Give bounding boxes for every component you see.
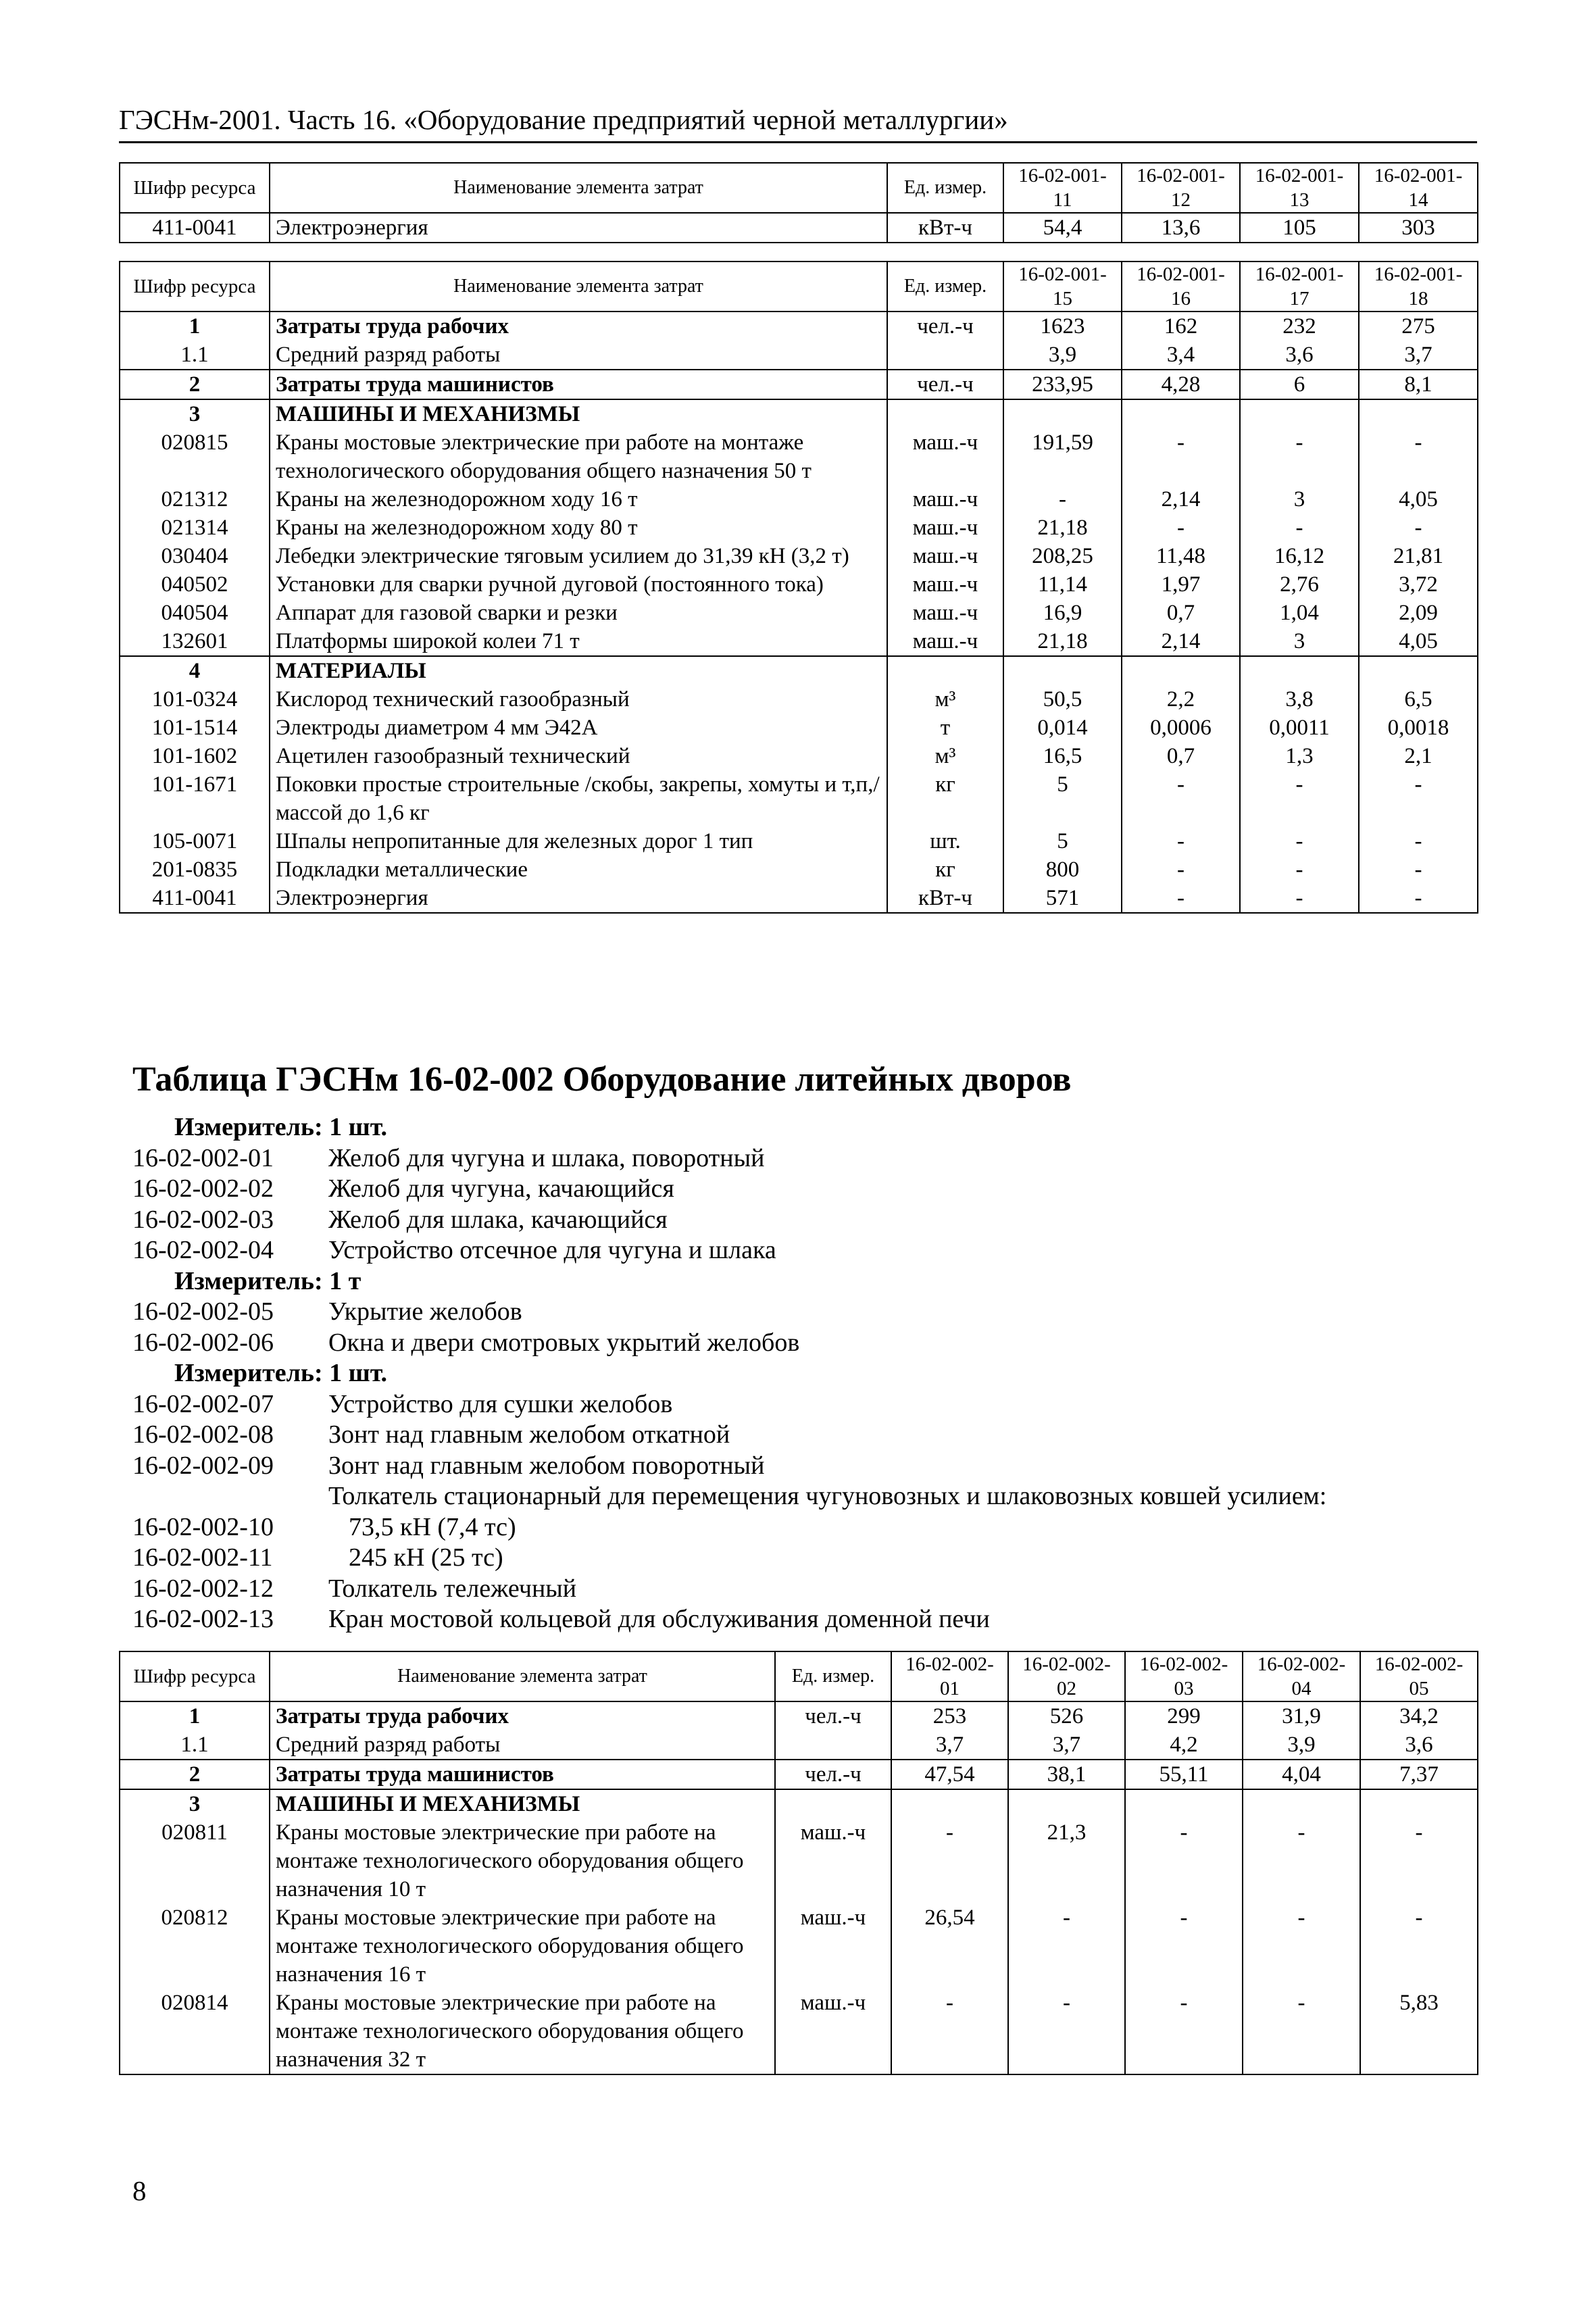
cell-value — [1359, 656, 1478, 685]
cell-value: - — [1240, 827, 1359, 855]
cell-value: 208,25 — [1003, 542, 1122, 570]
cell-value: 21,18 — [1003, 514, 1122, 542]
cell-value: 162 — [1122, 312, 1240, 341]
table-row — [120, 827, 1478, 855]
col-header: 16-02-001-18 — [1359, 262, 1478, 312]
col-header: 16-02-002-05 — [1360, 1651, 1478, 1701]
cell-value: 3,9 — [1243, 1731, 1360, 1760]
section-title: Таблица ГЭСНм 16-02-002 Оборудование литейных дворов — [132, 1060, 1072, 1099]
cell-value — [1240, 399, 1359, 428]
table-row — [120, 884, 1478, 913]
table-row — [120, 213, 1478, 243]
pusher-note: Толкатель стационарный для перемещения чугуновозных и шлаковозных ковшей усилием: — [328, 1482, 1327, 1510]
cell-code: 3 — [120, 1789, 270, 1818]
cell-unit — [887, 341, 1003, 370]
cell-name: Краны мостовые электрические при работе на монтаже технологического оборудования общего назначения 16 т — [270, 1903, 775, 1989]
cell-value: 2,2 — [1122, 685, 1240, 714]
cell-value: 0,0006 — [1122, 714, 1240, 742]
cell-value: 0,0018 — [1359, 714, 1478, 742]
cell-unit: маш.-ч — [887, 485, 1003, 514]
table-row — [120, 341, 1478, 370]
cell-value: - — [1240, 855, 1359, 884]
cell-value: 0,0011 — [1240, 714, 1359, 742]
measure-label: Измеритель: 1 т — [174, 1266, 361, 1295]
cell-value: 26,54 — [891, 1903, 1008, 1989]
cell-value: 7,37 — [1360, 1760, 1478, 1789]
cell-code: 030404 — [120, 542, 270, 570]
cell-value: 191,59 — [1003, 428, 1122, 485]
cell-unit: кВт-ч — [887, 213, 1003, 243]
cell-value: 5 — [1003, 827, 1122, 855]
cell-name: Краны на железнодорожном ходу 16 т — [270, 485, 887, 514]
col-header: 16-02-002-02 — [1008, 1651, 1125, 1701]
cell-unit: маш.-ч — [887, 627, 1003, 656]
table-row — [120, 1818, 1478, 1903]
cell-value: - — [1122, 770, 1240, 827]
table-resources-002 — [119, 1651, 1478, 2075]
cell-unit: чел.-ч — [775, 1760, 891, 1789]
cell-code: 021312 — [120, 485, 270, 514]
col-header: 16-02-002-03 — [1125, 1651, 1243, 1701]
cell-name: Краны мостовые электрические при работе на монтаже технологического оборудования общего назначения 32 т — [270, 1989, 775, 2074]
cell-value: 2,09 — [1359, 599, 1478, 627]
cell-value: 16,9 — [1003, 599, 1122, 627]
cell-value: 11,48 — [1122, 542, 1240, 570]
cell-value: 105 — [1240, 213, 1359, 243]
cell-value: 1,04 — [1240, 599, 1359, 627]
cell-unit: маш.-ч — [775, 1903, 891, 1989]
table-row — [120, 742, 1478, 770]
cell-name: Электроды диаметром 4 мм Э42А — [270, 714, 887, 742]
cell-value: 2,14 — [1122, 627, 1240, 656]
cell-code: 4 — [120, 656, 270, 685]
cell-value: - — [1122, 827, 1240, 855]
cell-value: - — [1240, 428, 1359, 485]
cell-value — [1240, 656, 1359, 685]
cell-value — [891, 1789, 1008, 1818]
cell-value: 5,83 — [1360, 1989, 1478, 2074]
cell-value: 299 — [1125, 1701, 1243, 1731]
page-number: 8 — [132, 2175, 147, 2206]
cell-name: Краны на железнодорожном ходу 80 т — [270, 514, 887, 542]
table-row — [120, 1731, 1478, 1760]
cell-value: - — [1122, 428, 1240, 485]
cell-value: 11,14 — [1003, 570, 1122, 599]
cell-name: Затраты труда рабочих — [270, 312, 887, 341]
cell-code: 411-0041 — [120, 213, 270, 243]
cell-value — [1003, 656, 1122, 685]
cell-name: Затраты труда машинистов — [270, 370, 887, 399]
cell-code: 020814 — [120, 1989, 270, 2074]
cell-value: - — [1122, 514, 1240, 542]
cell-value: 0,014 — [1003, 714, 1122, 742]
cell-name: Кислород технический газообразный — [270, 685, 887, 714]
table-row — [120, 599, 1478, 627]
cell-value: 16,12 — [1240, 542, 1359, 570]
cell-value: 34,2 — [1360, 1701, 1478, 1731]
cell-code: 101-1671 — [120, 770, 270, 827]
cell-value: 303 — [1359, 213, 1478, 243]
cell-unit: кг — [887, 855, 1003, 884]
measure-label: Измеритель: 1 шт. — [174, 1113, 388, 1141]
cell-unit — [887, 399, 1003, 428]
cell-code: 411-0041 — [120, 884, 270, 913]
col-name-header: Наименование элемента затрат — [270, 163, 887, 213]
cell-value: - — [891, 1989, 1008, 2074]
cell-value: 2,1 — [1359, 742, 1478, 770]
cell-code: 040502 — [120, 570, 270, 599]
cell-code: 101-1602 — [120, 742, 270, 770]
cell-value: 54,4 — [1003, 213, 1122, 243]
cell-value: 6,5 — [1359, 685, 1478, 714]
cell-value: - — [1008, 1903, 1125, 1989]
cell-value — [1359, 399, 1478, 428]
cell-unit: маш.-ч — [887, 599, 1003, 627]
table-row — [120, 570, 1478, 599]
cell-value — [1122, 656, 1240, 685]
cell-name: Лебедки электрические тяговым усилием до 31,39 кН (3,2 т) — [270, 542, 887, 570]
cell-name: Электроэнергия — [270, 884, 887, 913]
cell-name: Установки для сварки ручной дуговой (постоянного тока) — [270, 570, 887, 599]
col-name-header: Наименование элемента затрат — [270, 1651, 775, 1701]
cell-name: Средний разряд работы — [270, 1731, 775, 1760]
col-header: 16-02-001-16 — [1122, 262, 1240, 312]
cell-value: 1,97 — [1122, 570, 1240, 599]
cell-code: 132601 — [120, 627, 270, 656]
cell-value: - — [1240, 770, 1359, 827]
cell-value: - — [1359, 428, 1478, 485]
cell-unit — [887, 656, 1003, 685]
cell-value: 800 — [1003, 855, 1122, 884]
cell-name: МАТЕРИАЛЫ — [270, 656, 887, 685]
cell-value: 1,3 — [1240, 742, 1359, 770]
cell-name: МАШИНЫ И МЕХАНИЗМЫ — [270, 399, 887, 428]
cell-value: 253 — [891, 1701, 1008, 1731]
cell-value: - — [1243, 1989, 1360, 2074]
table-row — [120, 1760, 1478, 1789]
col-unit-header: Ед. измер. — [775, 1651, 891, 1701]
cell-value: 3,72 — [1359, 570, 1478, 599]
cell-code: 201-0835 — [120, 855, 270, 884]
col-header: 16-02-002-04 — [1243, 1651, 1360, 1701]
cell-value: 3,8 — [1240, 685, 1359, 714]
cell-unit: маш.-ч — [887, 514, 1003, 542]
table-row — [120, 514, 1478, 542]
cell-name: Краны мостовые электрические при работе на монтаже технологического оборудования общего назначения 50 т — [270, 428, 887, 485]
table-row — [120, 1989, 1478, 2074]
cell-name: Затраты труда рабочих — [270, 1701, 775, 1731]
cell-value: 38,1 — [1008, 1760, 1125, 1789]
cell-unit: шт. — [887, 827, 1003, 855]
cell-code: 2 — [120, 1760, 270, 1789]
cell-unit: м³ — [887, 685, 1003, 714]
cell-value — [1360, 1789, 1478, 1818]
cell-unit: чел.-ч — [887, 370, 1003, 399]
cell-value: 3,6 — [1360, 1731, 1478, 1760]
col-header: 16-02-001-11 — [1003, 163, 1122, 213]
cell-value: 2,76 — [1240, 570, 1359, 599]
cell-code: 020811 — [120, 1818, 270, 1903]
cell-value: 3,6 — [1240, 341, 1359, 370]
cell-value — [1125, 1789, 1243, 1818]
cell-value: - — [1359, 855, 1478, 884]
cell-name: Шпалы непропитанные для железных дорог 1 тип — [270, 827, 887, 855]
cell-value: - — [1359, 514, 1478, 542]
cell-code: 021314 — [120, 514, 270, 542]
col-code-header: Шифр ресурса — [120, 163, 270, 213]
cell-value: 21,3 — [1008, 1818, 1125, 1903]
cell-value: - — [1008, 1989, 1125, 2074]
cell-unit: маш.-ч — [887, 570, 1003, 599]
cell-value: - — [1360, 1903, 1478, 1989]
cell-value: 13,6 — [1122, 213, 1240, 243]
cell-unit — [775, 1731, 891, 1760]
cell-name: Средний разряд работы — [270, 341, 887, 370]
cell-name: Электроэнергия — [270, 213, 887, 243]
cell-value: 0,7 — [1122, 742, 1240, 770]
table-row — [120, 656, 1478, 685]
table-row — [120, 855, 1478, 884]
header-rule — [119, 141, 1477, 143]
cell-value: 275 — [1359, 312, 1478, 341]
cell-value: 232 — [1240, 312, 1359, 341]
table-row — [120, 312, 1478, 341]
col-name-header: Наименование элемента затрат — [270, 262, 887, 312]
cell-value: 3,7 — [891, 1731, 1008, 1760]
cell-unit: маш.-ч — [887, 542, 1003, 570]
cell-code: 105-0071 — [120, 827, 270, 855]
cell-unit: кВт-ч — [887, 884, 1003, 913]
col-unit-header: Ед. измер. — [887, 163, 1003, 213]
cell-value: 233,95 — [1003, 370, 1122, 399]
table-row — [120, 1903, 1478, 1989]
table-header-row — [120, 262, 1478, 312]
cell-value: 21,18 — [1003, 627, 1122, 656]
cell-code: 101-1514 — [120, 714, 270, 742]
cell-value: 47,54 — [891, 1760, 1008, 1789]
cell-value: - — [1240, 884, 1359, 913]
col-code-header: Шифр ресурса — [120, 1651, 270, 1701]
cell-value: - — [1243, 1818, 1360, 1903]
cell-code: 020812 — [120, 1903, 270, 1989]
cell-unit: кг — [887, 770, 1003, 827]
cell-value: - — [1125, 1989, 1243, 2074]
cell-code: 101-0324 — [120, 685, 270, 714]
cell-value — [1243, 1789, 1360, 1818]
col-header: 16-02-001-12 — [1122, 163, 1240, 213]
cell-value: 31,9 — [1243, 1701, 1360, 1731]
cell-value: 8,1 — [1359, 370, 1478, 399]
cell-value: 5 — [1003, 770, 1122, 827]
table-row — [120, 428, 1478, 485]
cell-value: 3 — [1240, 627, 1359, 656]
cell-value: - — [1125, 1818, 1243, 1903]
table-row — [120, 485, 1478, 514]
cell-code: 1 — [120, 312, 270, 341]
cell-value: 3 — [1240, 485, 1359, 514]
cell-value: 6 — [1240, 370, 1359, 399]
cell-value: - — [1003, 485, 1122, 514]
cell-name: Краны мостовые электрические при работе на монтаже технологического оборудования общего назначения 10 т — [270, 1818, 775, 1903]
col-header: 16-02-001-13 — [1240, 163, 1359, 213]
cell-name: Аппарат для газовой сварки и резки — [270, 599, 887, 627]
cell-value: 4,05 — [1359, 627, 1478, 656]
table-electricity — [119, 162, 1478, 243]
table-resources-001 — [119, 261, 1478, 914]
cell-value — [1008, 1789, 1125, 1818]
col-unit-header: Ед. измер. — [887, 262, 1003, 312]
table-row — [120, 1701, 1478, 1731]
cell-value: - — [1240, 514, 1359, 542]
cell-name: Поковки простые строительные /скобы, закрепы, хомуты и т,п,/ массой до 1,6 кг — [270, 770, 887, 827]
cell-value: 4,04 — [1243, 1760, 1360, 1789]
cell-value: 4,28 — [1122, 370, 1240, 399]
col-header: 16-02-001-14 — [1359, 163, 1478, 213]
measure-label: Измеритель: 1 шт. — [174, 1359, 388, 1387]
cell-code: 3 — [120, 399, 270, 428]
cell-name: Ацетилен газообразный технический — [270, 742, 887, 770]
col-header: 16-02-002-01 — [891, 1651, 1008, 1701]
page-header: ГЭСНм-2001. Часть 16. «Оборудование предприятий черной металлургии» — [119, 104, 1008, 135]
col-header: 16-02-001-17 — [1240, 262, 1359, 312]
cell-value: - — [891, 1818, 1008, 1903]
cell-value: 50,5 — [1003, 685, 1122, 714]
cell-code: 1 — [120, 1701, 270, 1731]
cell-value — [1122, 399, 1240, 428]
cell-code: 020815 — [120, 428, 270, 485]
cell-unit: маш.-ч — [775, 1818, 891, 1903]
cell-code: 1.1 — [120, 1731, 270, 1760]
table-row — [120, 685, 1478, 714]
cell-value: - — [1122, 855, 1240, 884]
cell-value: 16,5 — [1003, 742, 1122, 770]
col-header: 16-02-001-15 — [1003, 262, 1122, 312]
cell-name: Платформы широкой колеи 71 т — [270, 627, 887, 656]
cell-value: - — [1243, 1903, 1360, 1989]
cell-value: 4,05 — [1359, 485, 1478, 514]
cell-value: 0,7 — [1122, 599, 1240, 627]
cell-value: - — [1359, 827, 1478, 855]
cell-value: 571 — [1003, 884, 1122, 913]
cell-unit: маш.-ч — [775, 1989, 891, 2074]
cell-value: - — [1360, 1818, 1478, 1903]
cell-code: 2 — [120, 370, 270, 399]
cell-value: 3,7 — [1359, 341, 1478, 370]
table-header-row — [120, 1651, 1478, 1701]
cell-name: МАШИНЫ И МЕХАНИЗМЫ — [270, 1789, 775, 1818]
table-row — [120, 627, 1478, 656]
table-row — [120, 714, 1478, 742]
cell-unit — [775, 1789, 891, 1818]
cell-value: 55,11 — [1125, 1760, 1243, 1789]
cell-name: Подкладки металлические — [270, 855, 887, 884]
cell-unit: маш.-ч — [887, 428, 1003, 485]
table-row — [120, 770, 1478, 827]
cell-code: 040504 — [120, 599, 270, 627]
cell-value: 21,81 — [1359, 542, 1478, 570]
cell-value: 1623 — [1003, 312, 1122, 341]
cell-unit: чел.-ч — [775, 1701, 891, 1731]
table-row — [120, 370, 1478, 399]
cell-value — [1003, 399, 1122, 428]
cell-value: 2,14 — [1122, 485, 1240, 514]
cell-value: - — [1125, 1903, 1243, 1989]
cell-value: 3,4 — [1122, 341, 1240, 370]
cell-value: 3,7 — [1008, 1731, 1125, 1760]
table-row — [120, 1789, 1478, 1818]
cell-value: - — [1122, 884, 1240, 913]
cell-name: Затраты труда машинистов — [270, 1760, 775, 1789]
cell-value: 4,2 — [1125, 1731, 1243, 1760]
col-code-header: Шифр ресурса — [120, 262, 270, 312]
cell-value: - — [1359, 770, 1478, 827]
table-row — [120, 542, 1478, 570]
cell-value: - — [1359, 884, 1478, 913]
cell-unit: т — [887, 714, 1003, 742]
cell-unit: чел.-ч — [887, 312, 1003, 341]
cell-code: 1.1 — [120, 341, 270, 370]
table-row — [120, 399, 1478, 428]
cell-value: 3,9 — [1003, 341, 1122, 370]
cell-unit: м³ — [887, 742, 1003, 770]
cell-value: 526 — [1008, 1701, 1125, 1731]
